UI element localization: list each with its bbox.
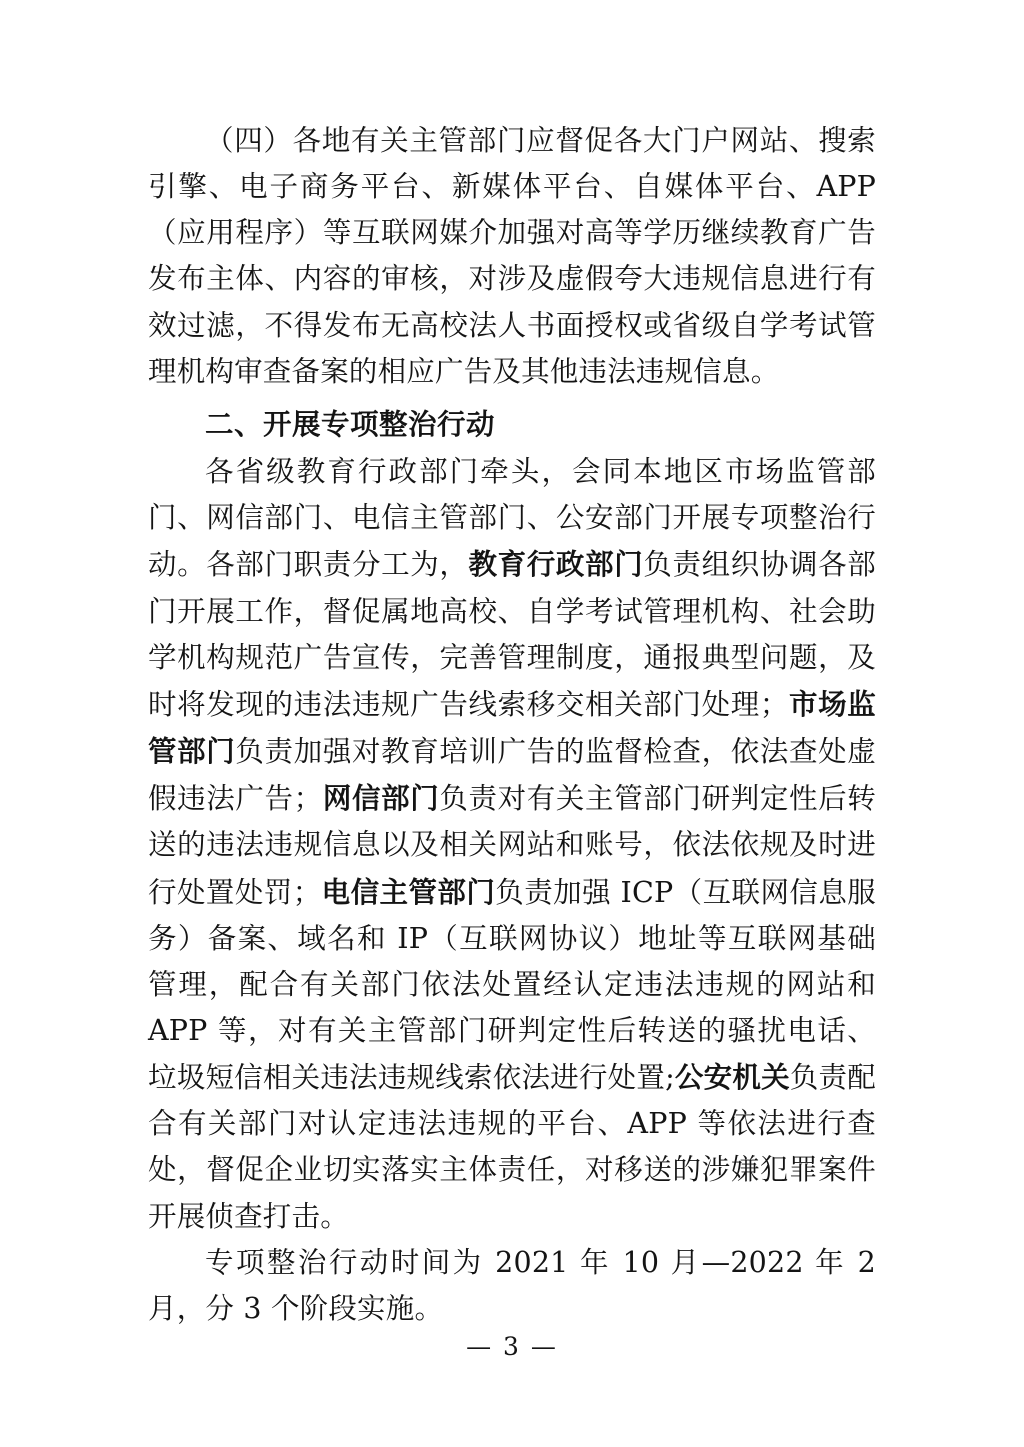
section-heading-two	[148, 401, 876, 447]
paragraph-item-four	[148, 118, 876, 395]
body-text: 专项整治行动时间为 2021 年 10 月—2022 年 2 月，分 3 个阶段实施。	[148, 1245, 876, 1325]
body-text: 各省级教育行政部门牵头，会同本地区市场监管部门、网信部门、电信主管部门、公安部门开展专项整治行动。各部门职责分工为，	[148, 455, 876, 582]
emphasis-text: 教育行政部门	[468, 547, 644, 582]
body-text: 负责加强 ICP（互联网信息服务）备案、域名和 IP（互联网协议）地址等互联网基础管理，配合有关部门依法处置经认定违法违规的网站和 APP 等，对有关主管部门研判定性后转送的骚扰电话、垃圾短信相关违法违规线索依法进行处置;	[148, 875, 876, 1095]
emphasis-text: 电信主管部门	[321, 874, 496, 909]
emphasis-text: 公安机关	[674, 1060, 790, 1095]
body-text: 负责配合有关部门对认定违法违规的平台、APP 等依法进行查处，督促企业切实落实主体责任，对移送的涉嫌犯罪案件开展侦查打击。	[148, 1061, 876, 1233]
emphasis-text: 二、开展专项整治行动	[205, 406, 496, 441]
body-text: （四）各地有关主管部门应督促各大门户网站、搜索引擎、电子商务平台、新媒体平台、自媒体平台、APP（应用程序）等互联网媒介加强对高等学历继续教育广告发布主体、内容的审核，对涉及虚假夸大违规信息进行有效过滤，不得发布无高校法人书面授权或省级自学考试管理机构审查备案的相应广告及其他违法违规信息。	[148, 124, 876, 388]
emphasis-text: 网信部门	[322, 781, 440, 816]
emphasis-text: 市场监管部门	[148, 686, 876, 769]
paragraph-action-period	[148, 1240, 876, 1332]
document-body	[148, 118, 876, 1332]
paragraph-duty-division	[148, 449, 876, 1240]
body-text: 负责对有关主管部门研判定性后转送的违法违规信息以及相关网站和账号，依法依规及时进行处置处罚；	[148, 782, 876, 909]
body-text: 负责组织协调各部门开展工作，督促属地高校、自学考试管理机构、社会助学机构规范广告宣传，完善管理制度，通报典型问题，及时将发现的违法违规广告线索移交相关部门处理；	[148, 548, 877, 721]
page-number: — 3 —	[466, 1332, 558, 1361]
body-text: 负责加强对教育培训广告的监督检查，依法查处虚假违法广告；	[148, 735, 876, 816]
